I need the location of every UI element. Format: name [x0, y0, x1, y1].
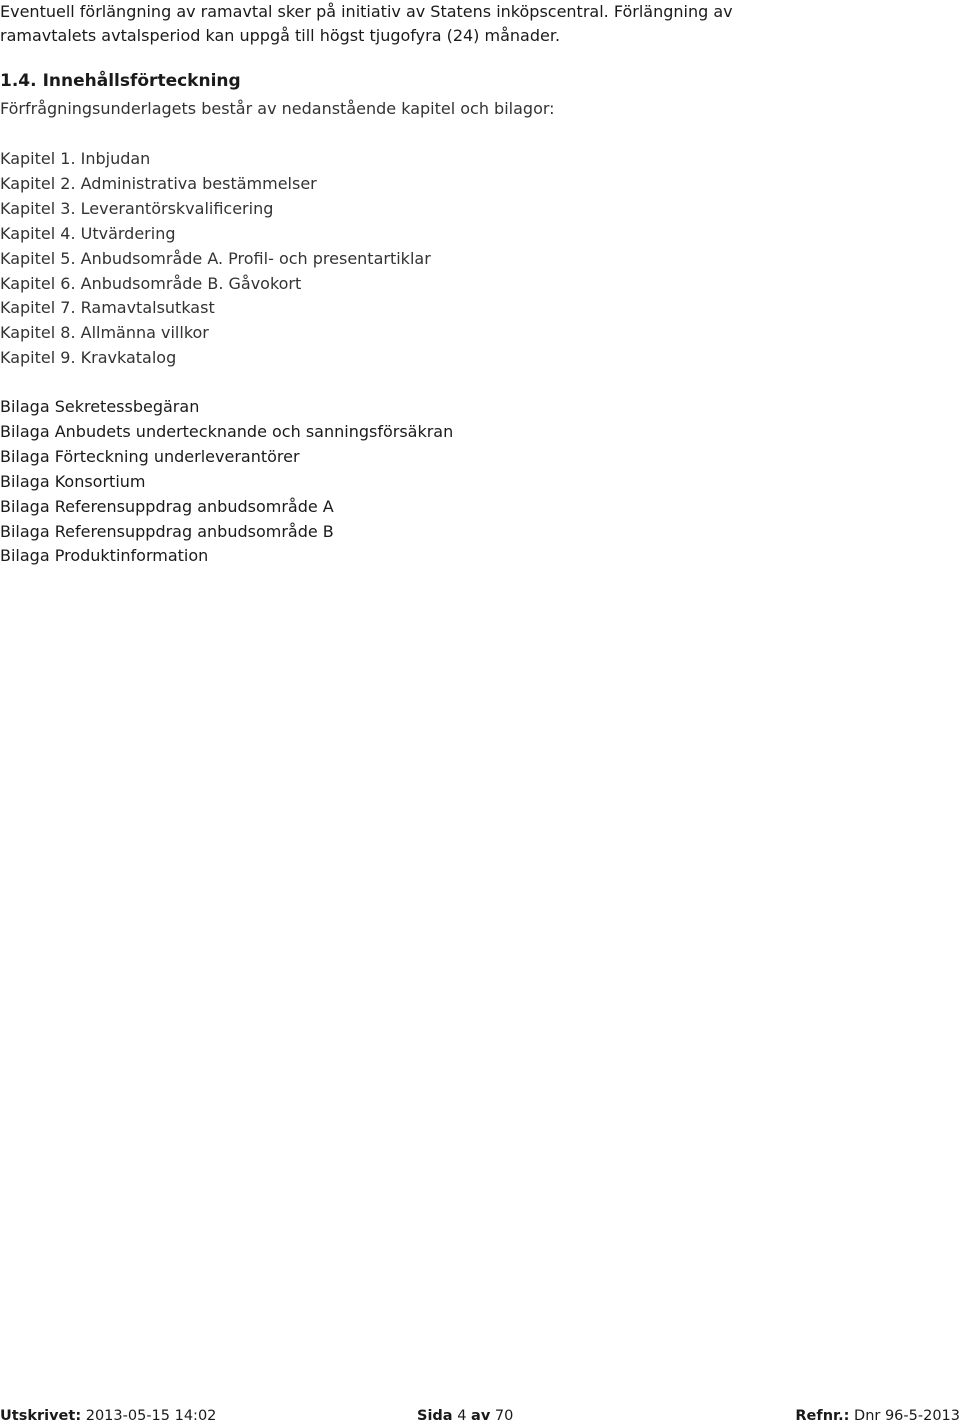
footer-ref-value: Dnr 96-5-2013 [854, 1408, 960, 1424]
chapter-item: Kapitel 5. Anbudsområde A. Profil- och presentartiklar [0, 248, 431, 268]
footer-page-label: Sida [417, 1408, 453, 1424]
intro-line-1: Eventuell förlängning av ramavtal sker på initiativ av Statens inköpscentral. Förlängning av [0, 2, 733, 21]
section-heading [0, 69, 247, 93]
appendix-item: Bilaga Referensuppdrag anbudsområde B [0, 521, 334, 541]
chapter-item: Kapitel 8. Allmänna villkor [0, 323, 209, 343]
footer-page-current: 4 [457, 1408, 467, 1424]
footer-reference [795, 1407, 960, 1426]
footer-printed [0, 1407, 216, 1426]
footer-page-of: av [471, 1408, 491, 1424]
chapter-item: Kapitel 4. Utvärdering [0, 223, 176, 243]
appendix-list [0, 395, 453, 569]
chapter-item: Kapitel 7. Ramavtalsutkast [0, 298, 215, 318]
chapter-item: Kapitel 3. Leverantörskvalificering [0, 198, 274, 218]
intro-line-2: ramavtalets avtalsperiod kan uppgå till högst tjugofyra (24) månader. [0, 26, 561, 45]
appendix-item: Bilaga Sekretessbegäran [0, 397, 200, 416]
appendix-item: Bilaga Konsortium [0, 471, 146, 491]
chapter-item: Kapitel 6. Anbudsområde B. Gåvokort [0, 273, 302, 293]
footer-ref-label: Refnr.: [795, 1408, 850, 1424]
section-number: 1.4. [0, 71, 37, 91]
appendix-item: Bilaga Produktinformation [0, 546, 209, 566]
appendix-item: Bilaga Förteckning underleverantörer [0, 446, 300, 466]
chapter-item: Kapitel 2. Administrativa bestämmelser [0, 173, 317, 193]
appendix-item: Bilaga Referensuppdrag anbudsområde A [0, 496, 334, 516]
intro-paragraph [0, 0, 733, 48]
footer-printed-value: 2013-05-15 14:02 [85, 1408, 217, 1424]
section-lead: Förfrågningsunderlagets består av nedanstående kapitel och bilagor: [0, 99, 555, 118]
chapter-item: Kapitel 1. Inbjudan [0, 149, 151, 168]
footer-printed-label: Utskrivet: [0, 1408, 82, 1424]
appendix-item: Bilaga Anbudets undertecknande och sanningsförsäkran [0, 421, 454, 441]
footer-page-total: 70 [494, 1408, 514, 1424]
section-title: Innehållsförteckning [42, 71, 241, 91]
chapter-list [0, 147, 431, 371]
page-footer [0, 1407, 960, 1426]
chapter-item: Kapitel 9. Kravkatalog [0, 348, 177, 368]
footer-page-number [417, 1407, 513, 1426]
